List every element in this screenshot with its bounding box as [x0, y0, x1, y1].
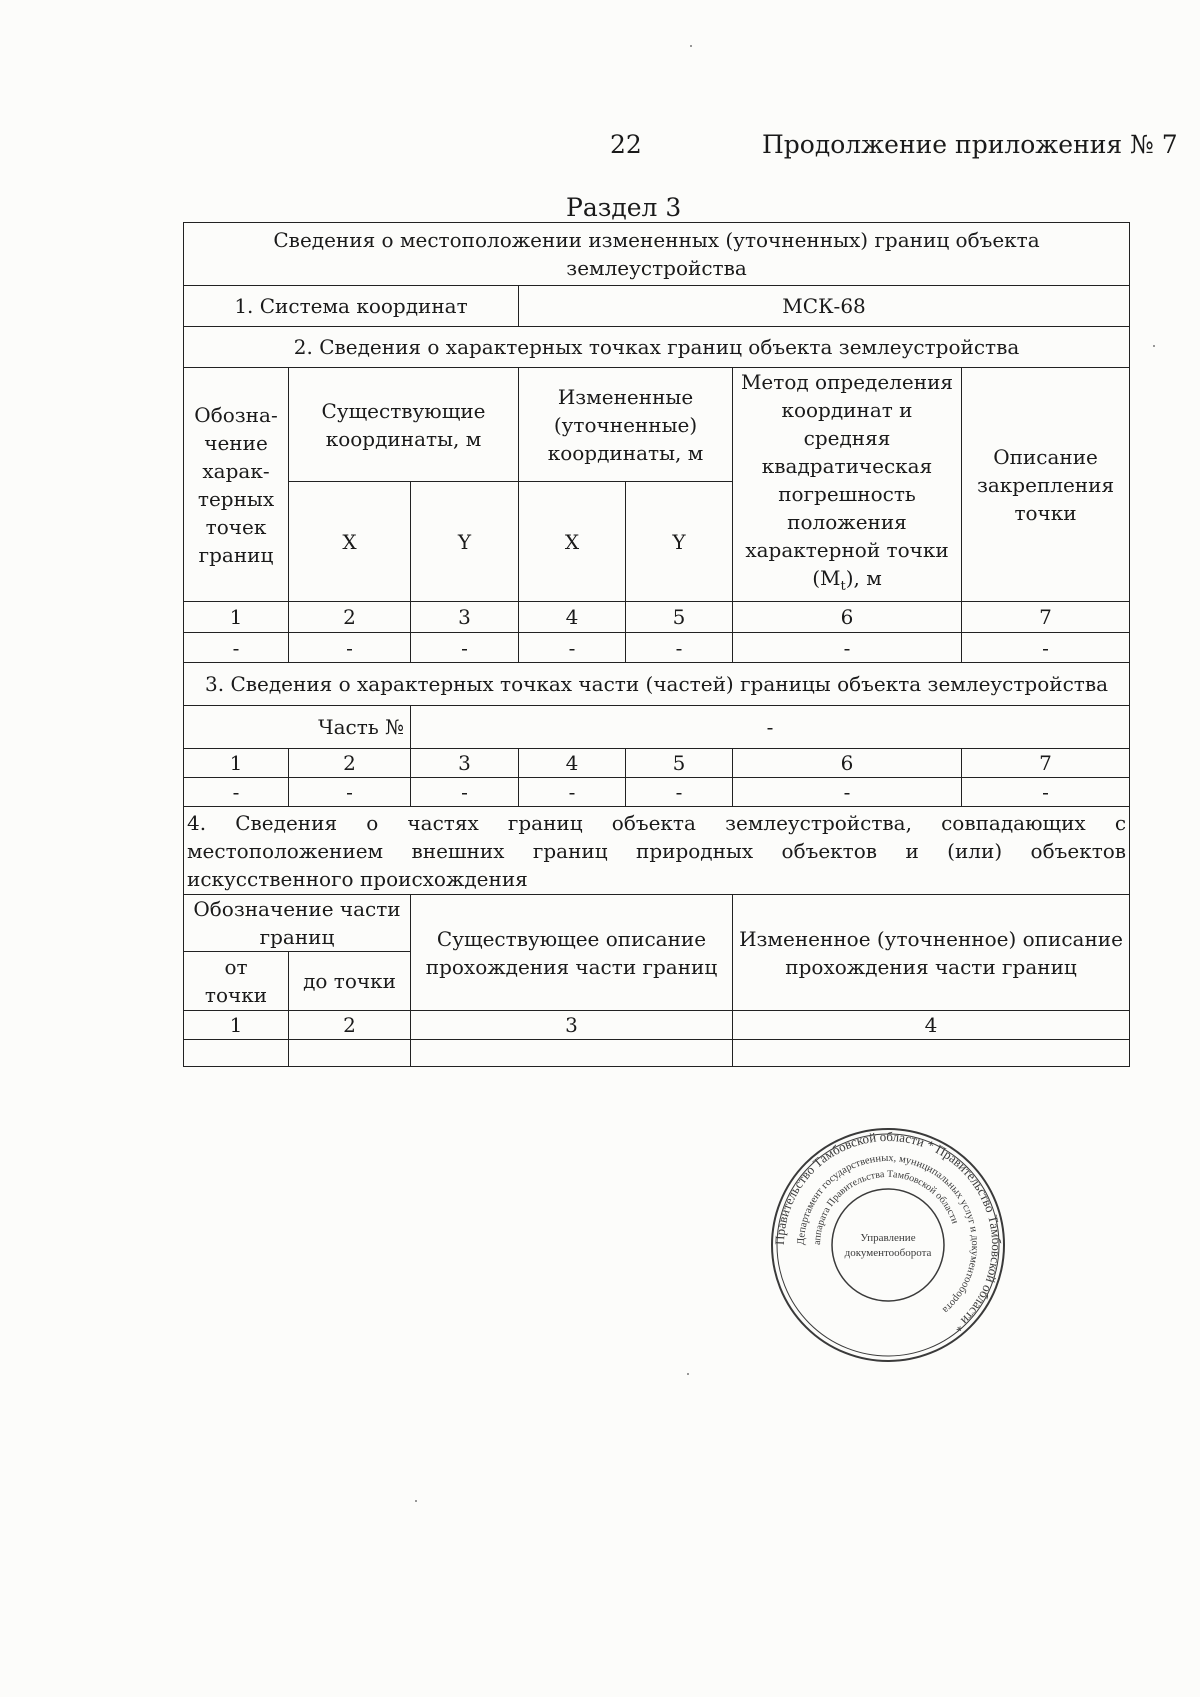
section-3-table — [183, 222, 1130, 1067]
col-method-header — [733, 368, 962, 602]
table-cell: - — [184, 633, 289, 663]
part-label: Часть № — [289, 706, 411, 749]
table-cell: - — [962, 633, 1130, 663]
block4-title-line-2: местоположением внешних границ природных объектов и (или) объектов — [187, 838, 1127, 863]
section-title: Раздел 3 — [566, 193, 682, 222]
table-cell — [733, 1040, 1130, 1067]
coord-system-label: 1. Система координат — [184, 286, 519, 327]
scan-speck — [690, 45, 692, 47]
table-cell: 6 — [733, 602, 962, 633]
table-cell — [411, 1040, 733, 1067]
table-cell — [184, 1040, 289, 1067]
table-cell: 2 — [289, 749, 411, 778]
table-cell: 2 — [289, 1011, 411, 1040]
col-designation-header: Обозна- чение харак- терных точек границ — [184, 368, 289, 602]
scan-speck — [415, 1500, 417, 1502]
table-cell — [184, 706, 289, 749]
table-title: Сведения о местоположении измененных (уточненных) границ объекта землеустройства — [184, 223, 1130, 286]
table-cell: 5 — [626, 602, 733, 633]
scan-speck — [687, 1373, 689, 1375]
table-cell: 5 — [626, 749, 733, 778]
table-cell: - — [411, 633, 519, 663]
table-cell: 3 — [411, 749, 519, 778]
table-cell: - — [733, 633, 962, 663]
method-subscript: t — [840, 579, 846, 594]
table-cell: - — [626, 633, 733, 663]
seal-outer-path: Правительство Тамбовской области * Правительство Тамбовской области * — [771, 1128, 1005, 1336]
method-tail: ), м — [845, 566, 882, 590]
page-number: 22 — [610, 130, 642, 159]
table-cell: 3 — [411, 1011, 733, 1040]
table-cell: - — [962, 778, 1130, 807]
block3-number-row — [184, 749, 1130, 778]
block2-number-row — [184, 602, 1130, 633]
block4-title-line-3: искусственного происхождения — [187, 866, 528, 891]
table-cell: - — [519, 778, 626, 807]
table-cell: - — [411, 778, 519, 807]
col-y-existing: Y — [411, 482, 519, 602]
scan-speck — [1153, 345, 1155, 347]
table-cell: 6 — [733, 749, 962, 778]
table-cell: 4 — [733, 1011, 1130, 1040]
table-cell: 1 — [184, 1011, 289, 1040]
block3-data-row — [184, 778, 1130, 807]
table-cell: 4 — [519, 749, 626, 778]
block4-title — [184, 807, 1130, 895]
part-value: - — [411, 706, 1130, 749]
col-y-changed: Y — [626, 482, 733, 602]
col-description-header: Описание закрепления точки — [962, 368, 1130, 602]
col-changed-description-header: Измененное (уточненное) описание прохождения части границ — [733, 895, 1130, 1011]
coord-system-value: МСК-68 — [519, 286, 1130, 327]
table-cell — [289, 1040, 411, 1067]
table-cell: 2 — [289, 602, 411, 633]
official-seal — [768, 1125, 1008, 1365]
seal-middle-path: Департамент государственных, муниципальных услуг и документооборота — [795, 1152, 981, 1316]
block3-title: 3. Сведения о характерных точках части (частей) границы объекта землеустройства — [184, 663, 1130, 706]
method-text: Метод определения координат и средняя квадратическая погрешность положения характерной точки (M — [740, 370, 954, 590]
block4-number-row — [184, 1011, 1130, 1040]
table-cell: - — [519, 633, 626, 663]
block4-empty-row — [184, 1040, 1130, 1067]
col-x-changed: X — [519, 482, 626, 602]
table-cell: - — [184, 778, 289, 807]
table-cell: - — [289, 633, 411, 663]
table-cell: 1 — [184, 602, 289, 633]
col-x-existing: X — [289, 482, 411, 602]
block4-title-line-1: 4. Сведения о частях границ объекта землеустройства, совпадающих с — [187, 810, 1127, 835]
table-cell: 4 — [519, 602, 626, 633]
col-from-point: от точки — [184, 952, 289, 1011]
table-cell: - — [733, 778, 962, 807]
table-cell: - — [289, 778, 411, 807]
table-cell: - — [626, 778, 733, 807]
table-cell: 3 — [411, 602, 519, 633]
table-cell: 1 — [184, 749, 289, 778]
block2-data-row — [184, 633, 1130, 663]
seal-center-line-2: документооборота — [844, 1247, 932, 1259]
seal-center-line-1: Управление — [860, 1232, 916, 1244]
table-cell: 7 — [962, 602, 1130, 633]
continuation-header: Продолжение приложения № 7 — [762, 130, 1178, 159]
col-to-point: до точки — [289, 952, 411, 1011]
block2-title: 2. Сведения о характерных точках границ объекта землеустройства — [184, 327, 1130, 368]
table-cell: 7 — [962, 749, 1130, 778]
col-existing-coords-header: Существующие координаты, м — [289, 368, 519, 482]
seal-inner-path: аппарата Правительства Тамбовской области — [811, 1168, 961, 1246]
col-existing-description-header: Существующее описание прохождения части границ — [411, 895, 733, 1011]
col-changed-coords-header: Измененные (уточненные) координаты, м — [519, 368, 733, 482]
col-part-designation-header: Обозначение части границ — [184, 895, 411, 952]
